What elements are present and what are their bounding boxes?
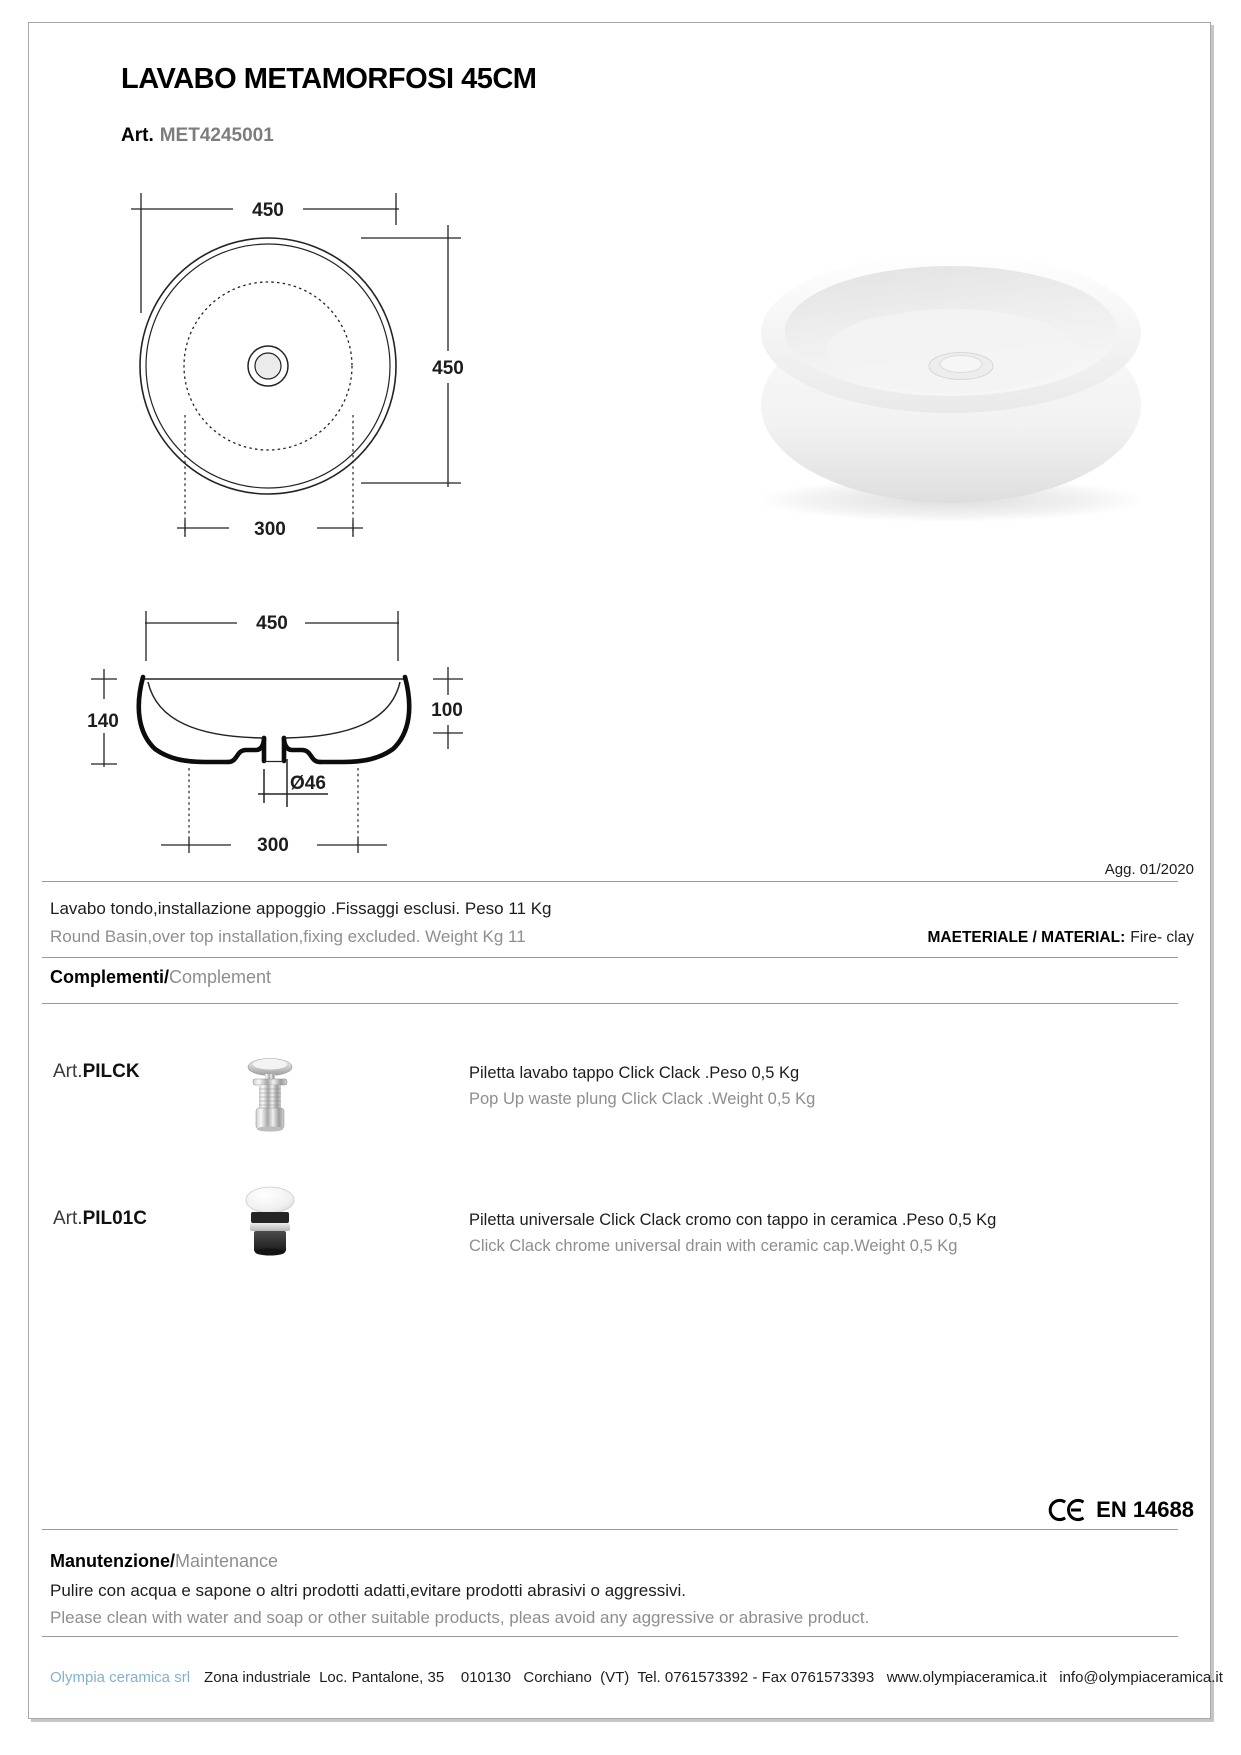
product-photo: [729, 248, 1199, 528]
art-label: Art.: [53, 1061, 83, 1082]
material-value: Fire- clay: [1130, 929, 1194, 946]
drain-cap-top: [940, 356, 982, 373]
maintenance-text-en: Please clean with water and soap or other suitable products, pleas avoid any aggressive or abrasive product.: [50, 1608, 870, 1627]
footer: [50, 1669, 1223, 1686]
divider: [42, 957, 1178, 958]
company-name: Olympia ceramica srl: [50, 1669, 191, 1686]
art-code: PILCK: [82, 1061, 140, 1082]
dimension-label-side-width: 450: [256, 613, 288, 634]
pop-up-waste-ceramic-photo: [242, 1186, 298, 1256]
basin-cavity-highlight: [826, 309, 1076, 393]
certification-standard: EN 14688: [1096, 1497, 1194, 1522]
divider: [42, 1003, 1178, 1004]
dimension-label-drain-diameter: Ø46: [290, 773, 326, 794]
complement-art-code-pil01c: [53, 1208, 147, 1230]
top-view-drawing: [131, 193, 461, 537]
article-code: MET4245001: [159, 125, 274, 146]
dimension-label-side-height-inner: 100: [431, 700, 463, 721]
divider: [42, 1636, 1178, 1637]
company-address: Zona industriale Loc. Pantalone, 35 010130 Corchiano (VT) Tel. 0761573392 - Fax 0761573393 www.olympiaceramica.it info@olympiaceramica.it: [204, 1669, 1223, 1686]
article-code-line: [121, 125, 274, 147]
art-code: PIL01C: [82, 1208, 147, 1229]
maintenance-heading-en: Maintenance: [175, 1551, 279, 1571]
side-view-drawing: [91, 611, 463, 853]
art-label: Art.: [121, 125, 154, 146]
complements-heading-it: Complementi/: [50, 967, 170, 987]
material-line: [928, 929, 1195, 947]
divider: [42, 1529, 1178, 1530]
dimension-label-side-base: 300: [257, 835, 289, 856]
maintenance-text-it: Pulire con acqua e sapone o altri prodotti adatti,evitare prodotti abrasivi o aggressivi.: [50, 1581, 686, 1600]
complement-desc-it: Piletta lavabo tappo Click Clack .Peso 0,5 Kg: [469, 1064, 800, 1082]
complements-heading: [50, 967, 271, 988]
divider: [42, 881, 1178, 882]
certification-line: [1046, 1497, 1194, 1523]
dimension-label-side-height-outer: 140: [87, 711, 119, 732]
ce-mark-icon: [1046, 1497, 1086, 1523]
dimension-label-top-height: 450: [432, 358, 464, 379]
maintenance-heading: [50, 1551, 278, 1572]
datasheet-page: [28, 22, 1223, 1719]
complement-desc-en: Click Clack chrome universal drain with ceramic cap.Weight 0,5 Kg: [469, 1237, 958, 1255]
pop-up-waste-chrome-photo: [241, 1056, 299, 1132]
technical-drawing: [77, 171, 507, 866]
complement-desc-en: Pop Up waste plung Click Clack .Weight 0,5 Kg: [469, 1090, 816, 1108]
material-label: MAETERIALE / MATERIAL:: [927, 929, 1126, 946]
product-description-it: Lavabo tondo,installazione appoggio .Fissaggi esclusi. Peso 11 Kg: [50, 899, 552, 918]
dimension-label-top-inner: 300: [254, 519, 286, 540]
page-title: LAVABO METAMORFOSI 45CM: [121, 63, 537, 95]
art-label: Art.: [53, 1208, 83, 1229]
product-description-en: Round Basin,over top installation,fixing excluded. Weight Kg 11: [50, 927, 526, 946]
complement-art-code-pilck: [53, 1061, 140, 1083]
complements-heading-en: Complement: [169, 967, 272, 987]
complement-desc-it: Piletta universale Click Clack cromo con tappo in ceramica .Peso 0,5 Kg: [469, 1211, 997, 1229]
revision-date: Agg. 01/2020: [1104, 861, 1194, 878]
maintenance-heading-it: Manutenzione/: [50, 1551, 175, 1571]
dimension-label-top-width: 450: [252, 200, 284, 221]
